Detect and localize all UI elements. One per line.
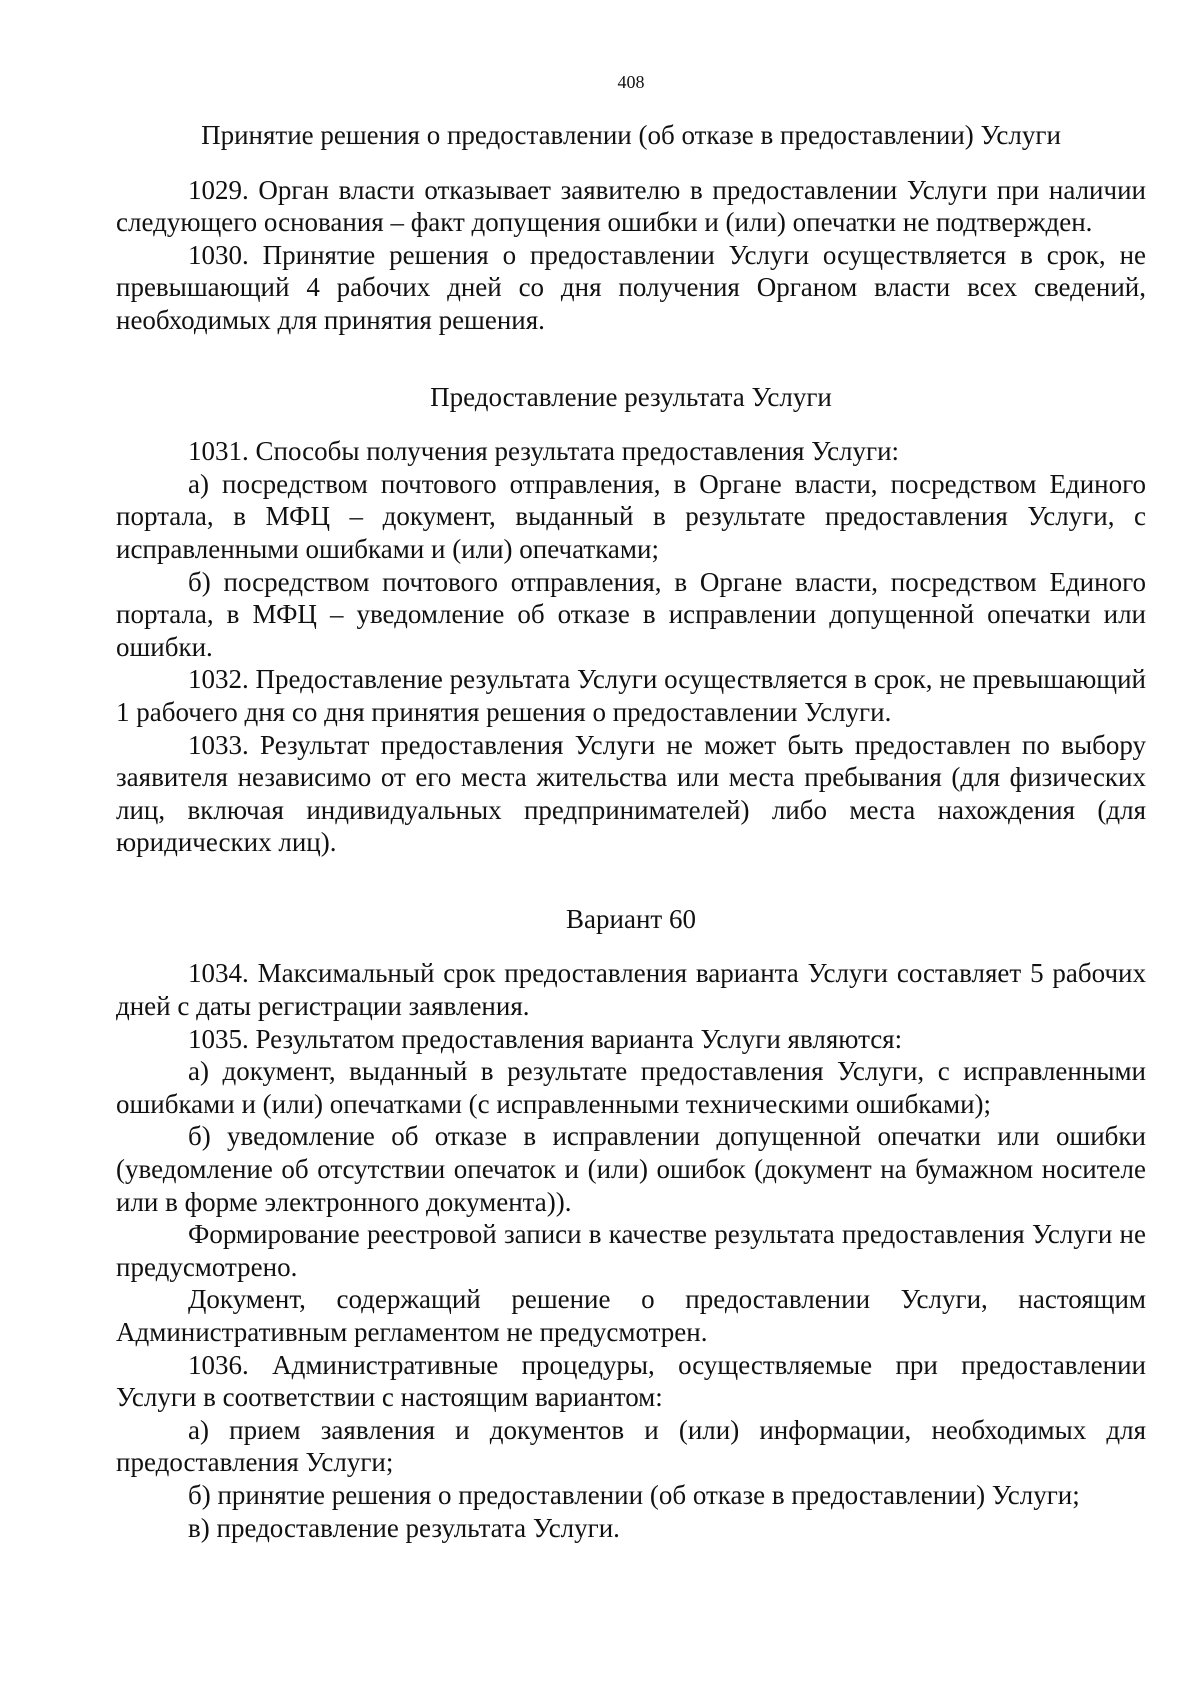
paragraph-1036-b: б) принятие решения о предоставлении (об отказе в предоставлении) Услуги; [188, 1479, 1080, 1510]
paragraph-1033: 1033. Результат предоставления Услуги не может быть предоставлен по выбору заявителя независимо от его места жительства или места пребывания (для физических лиц, включая индивидуальных предпринимателей) либо места нахождения (для юридических лиц). [116, 729, 1146, 858]
paragraph-1032: 1032. Предоставление результата Услуги осуществляется в срок, не превышающий 1 рабочего дня со дня принятия решения о предоставлении Услуги. [116, 664, 1146, 727]
document-body [116, 119, 1146, 1544]
paragraph-1031-a: а) посредством почтового отправления, в Органе власти, посредством Единого портала, в МФЦ – документ, выданный в результате предоставления Услуги, с исправленными ошибками и (или) опечатками; [116, 468, 1146, 564]
paragraph-1036: 1036. Административные процедуры, осуществляемые при предоставлении Услуги в соответствии с настоящим вариантом: [116, 1349, 1146, 1413]
section-heading-result: Предоставление результата Услуги [430, 381, 832, 412]
paragraph-1029: 1029. Орган власти отказывает заявителю в предоставлении Услуги при наличии следующего основания – факт допущения ошибки и (или) опечатки не подтвержден. [116, 174, 1146, 238]
paragraph-1034: 1034. Максимальный срок предоставления варианта Услуги составляет 5 рабочих дней с даты регистрации заявления. [116, 958, 1146, 1022]
section-variant-60-body [116, 957, 1146, 1544]
paragraph-registry-record: Формирование реестровой записи в качестве результата предоставления Услуги не предусмотрено. [116, 1219, 1146, 1282]
section-decision-body [116, 174, 1146, 337]
section-result-body [116, 435, 1146, 859]
paragraph-1031: 1031. Способы получения результата предоставления Услуги: [188, 436, 900, 467]
paragraph-1035-b: б) уведомление об отказе в исправлении допущенной опечатки или ошибки (уведомление об отсутствии опечаток и (или) ошибок (документ на бумажном носителе или в форме электронного документа)). [116, 1121, 1146, 1217]
section-heading-variant-60: Вариант 60 [566, 903, 696, 934]
section-heading-decision: Принятие решения о предоставлении (об отказе в предоставлении) Услуги [201, 120, 1061, 150]
paragraph-1031-b: б) посредством почтового отправления, в Органе власти, посредством Единого портала, в МФЦ – уведомление об отказе в исправлении допущенной опечатки или ошибки. [116, 566, 1146, 662]
page-number: 408 [617, 72, 645, 92]
paragraph-1036-a: а) прием заявления и документов и (или) информации, необходимых для предоставления Услуги; [116, 1414, 1146, 1478]
paragraph-1030: 1030. Принятие решения о предоставлении Услуги осуществляется в срок, не превышающий 4 рабочих дней со дня получения Органом власти всех сведений, необходимых для принятия решения. [116, 239, 1146, 335]
paragraph-1036-c: в) предоставление результата Услуги. [188, 1512, 620, 1543]
paragraph-1035: 1035. Результатом предоставления варианта Услуги являются: [188, 1023, 903, 1054]
paragraph-1035-a: а) документ, выданный в результате предоставления Услуги, с исправленными ошибками и (или) опечатками (с исправленными техническими ошибками); [116, 1056, 1146, 1119]
paragraph-decision-document: Документ, содержащий решение о предоставлении Услуги, настоящим Административным регламентом не предусмотрен. [116, 1284, 1146, 1347]
